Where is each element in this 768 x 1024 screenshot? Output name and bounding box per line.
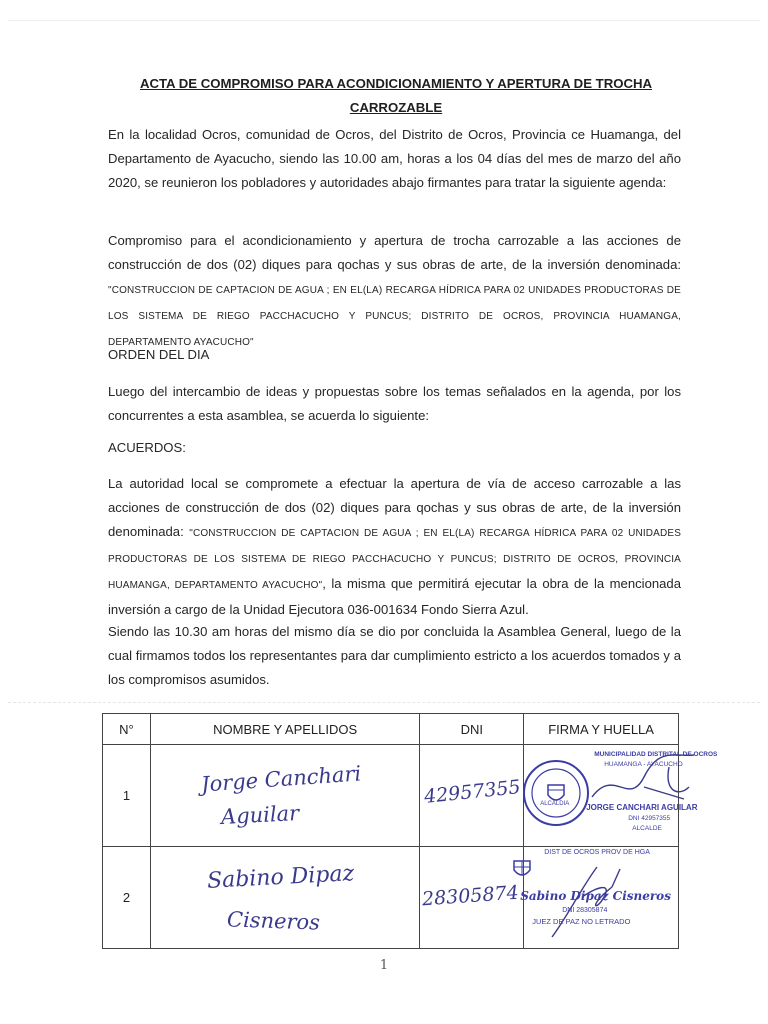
header-name: NOMBRE Y APELLIDOS bbox=[150, 714, 420, 745]
name-cell bbox=[150, 745, 420, 847]
title-line-2: CARROZABLE bbox=[349, 100, 443, 115]
stamp-signer-name: Sabino Dipaz Cisneros bbox=[520, 889, 671, 903]
acuerdos-text-a: La autoridad local se compromete a efectuar la apertura de vía de acceso carrozable a las acciones de construcción de dos (02) diques para qochas y sus obras de arte, de la inversión denominada: bbox=[108, 476, 681, 539]
signature-cell bbox=[524, 745, 718, 847]
stamp-signer-role: ALCALDE bbox=[632, 825, 662, 832]
header-number: N° bbox=[103, 714, 151, 745]
document-title bbox=[108, 72, 684, 120]
acuerdos-paragraph bbox=[108, 472, 681, 622]
dni-cell bbox=[420, 745, 524, 847]
stamp-signer-dni: DNI 42957355 bbox=[628, 815, 671, 822]
coat-of-arms-icon bbox=[510, 857, 534, 881]
handwritten-name-line-2: Cisneros bbox=[226, 907, 321, 935]
row-number: 2 bbox=[103, 847, 151, 949]
handwritten-name-line-1: Jorge Canchari bbox=[200, 761, 362, 797]
stamp-municipality: MUNICIPALIDAD DISTRITAL DE OCROS bbox=[594, 751, 718, 758]
stamp-location: HUAMANGA - AYACUCHO bbox=[604, 761, 683, 768]
closing-paragraph: Siendo las 10.30 am horas del mismo día se dio por concluida la Asamblea General, luego de la cual firmamos todos los representantes para dar cumplimiento estricto a los acuerdos tomados y a los compromisos asumidos. bbox=[108, 624, 681, 687]
stamp-signer-role: JUEZ DE PAZ NO LETRADO bbox=[532, 917, 631, 926]
handwritten-name-line-2: Aguilar bbox=[220, 800, 300, 830]
orden-heading: ORDEN DEL DIA bbox=[108, 347, 210, 362]
handwritten-dni: 28305874 bbox=[421, 881, 520, 911]
handwritten-dni: 42957355 bbox=[423, 776, 523, 808]
seal-text: ALCALDIA bbox=[540, 801, 570, 807]
header-signature: FIRMA Y HUELLA bbox=[524, 714, 679, 745]
page-number: 1 bbox=[379, 958, 389, 973]
stamp-signer-dni: DNI 28305874 bbox=[562, 907, 608, 914]
acuerdos-project-name: "CONSTRUCCION DE CAPTACION DE AGUA ; EN EL(LA) RECARGA HÍDRICA PARA 02 UNIDADES PRODUCTORAS DE LOS SISTEMA DE RIEGO PACCHACUCHO Y PUNCUS; DISTRITO DE OCROS, PROVINCIA HUAMANGA, DEPARTAMENTO AYACUCHO" bbox=[108, 528, 682, 591]
header-dni: DNI bbox=[420, 714, 524, 745]
signature-table bbox=[102, 713, 718, 949]
handwritten-name-line-1: Sabino Dipaz bbox=[206, 861, 355, 894]
signature-cell bbox=[520, 847, 679, 949]
orden-paragraph: Luego del intercambio de ideas y propuestas sobre los temas señalados en la agenda, por los concurrentes a esta asamblea, se acuerda lo siguiente: bbox=[108, 384, 681, 423]
agenda-paragraph bbox=[108, 229, 681, 355]
table-row bbox=[103, 745, 679, 847]
acuerdos-text-b: , la misma que permitirá ejecutar la obra de la mencionada inversión a cargo de la Unidad Ejecutora 036-001634 Fondo Sierra Azul. bbox=[108, 576, 681, 617]
top-divider bbox=[8, 20, 760, 21]
acuerdos-heading: ACUERDOS: bbox=[108, 440, 186, 455]
row-number: 1 bbox=[103, 745, 151, 847]
stamp-signer-name: JORGE CANCHARI AGUILAR bbox=[586, 803, 698, 812]
intro-paragraph: En la localidad Ocros, comunidad de Ocros, del Distrito de Ocros, Provincia ce Huamanga, del Departamento de Ayacucho, siendo las 10.00 am, horas a los 04 días del mes de marzo del año 2020, se reunieron los pobladores y autoridades abajo firmantes para tratar la siguiente agenda: bbox=[108, 127, 681, 190]
title-line-1: ACTA DE COMPROMISO PARA ACONDICIONAMIENTO Y APERTURA DE TROCHA bbox=[139, 76, 653, 91]
table-header-row bbox=[103, 714, 679, 745]
table-row bbox=[103, 847, 679, 949]
name-cell bbox=[150, 847, 420, 949]
agenda-project-name: "CONSTRUCCION DE CAPTACION DE AGUA ; EN EL(LA) RECARGA HÍDRICA PARA 02 UNIDADES PRODUCTORAS DE LOS SISTEMA DE RIEGO PACCHACUCHO Y PUNCUS; DISTRITO DE OCROS, PROVINCIA HUAMANGA, DEPARTAMENTO AYACUCHO" bbox=[108, 285, 681, 348]
dni-cell bbox=[420, 847, 524, 949]
stamp-district: DIST DE OCROS PROV DE HGA bbox=[544, 849, 650, 856]
agenda-text: Compromiso para el acondicionamiento y apertura de trocha carrozable a las acciones de construcción de dos (02) diques para qochas y sus obras de arte, de la inversión denominada: bbox=[108, 233, 681, 272]
page-fold-line bbox=[8, 702, 760, 703]
